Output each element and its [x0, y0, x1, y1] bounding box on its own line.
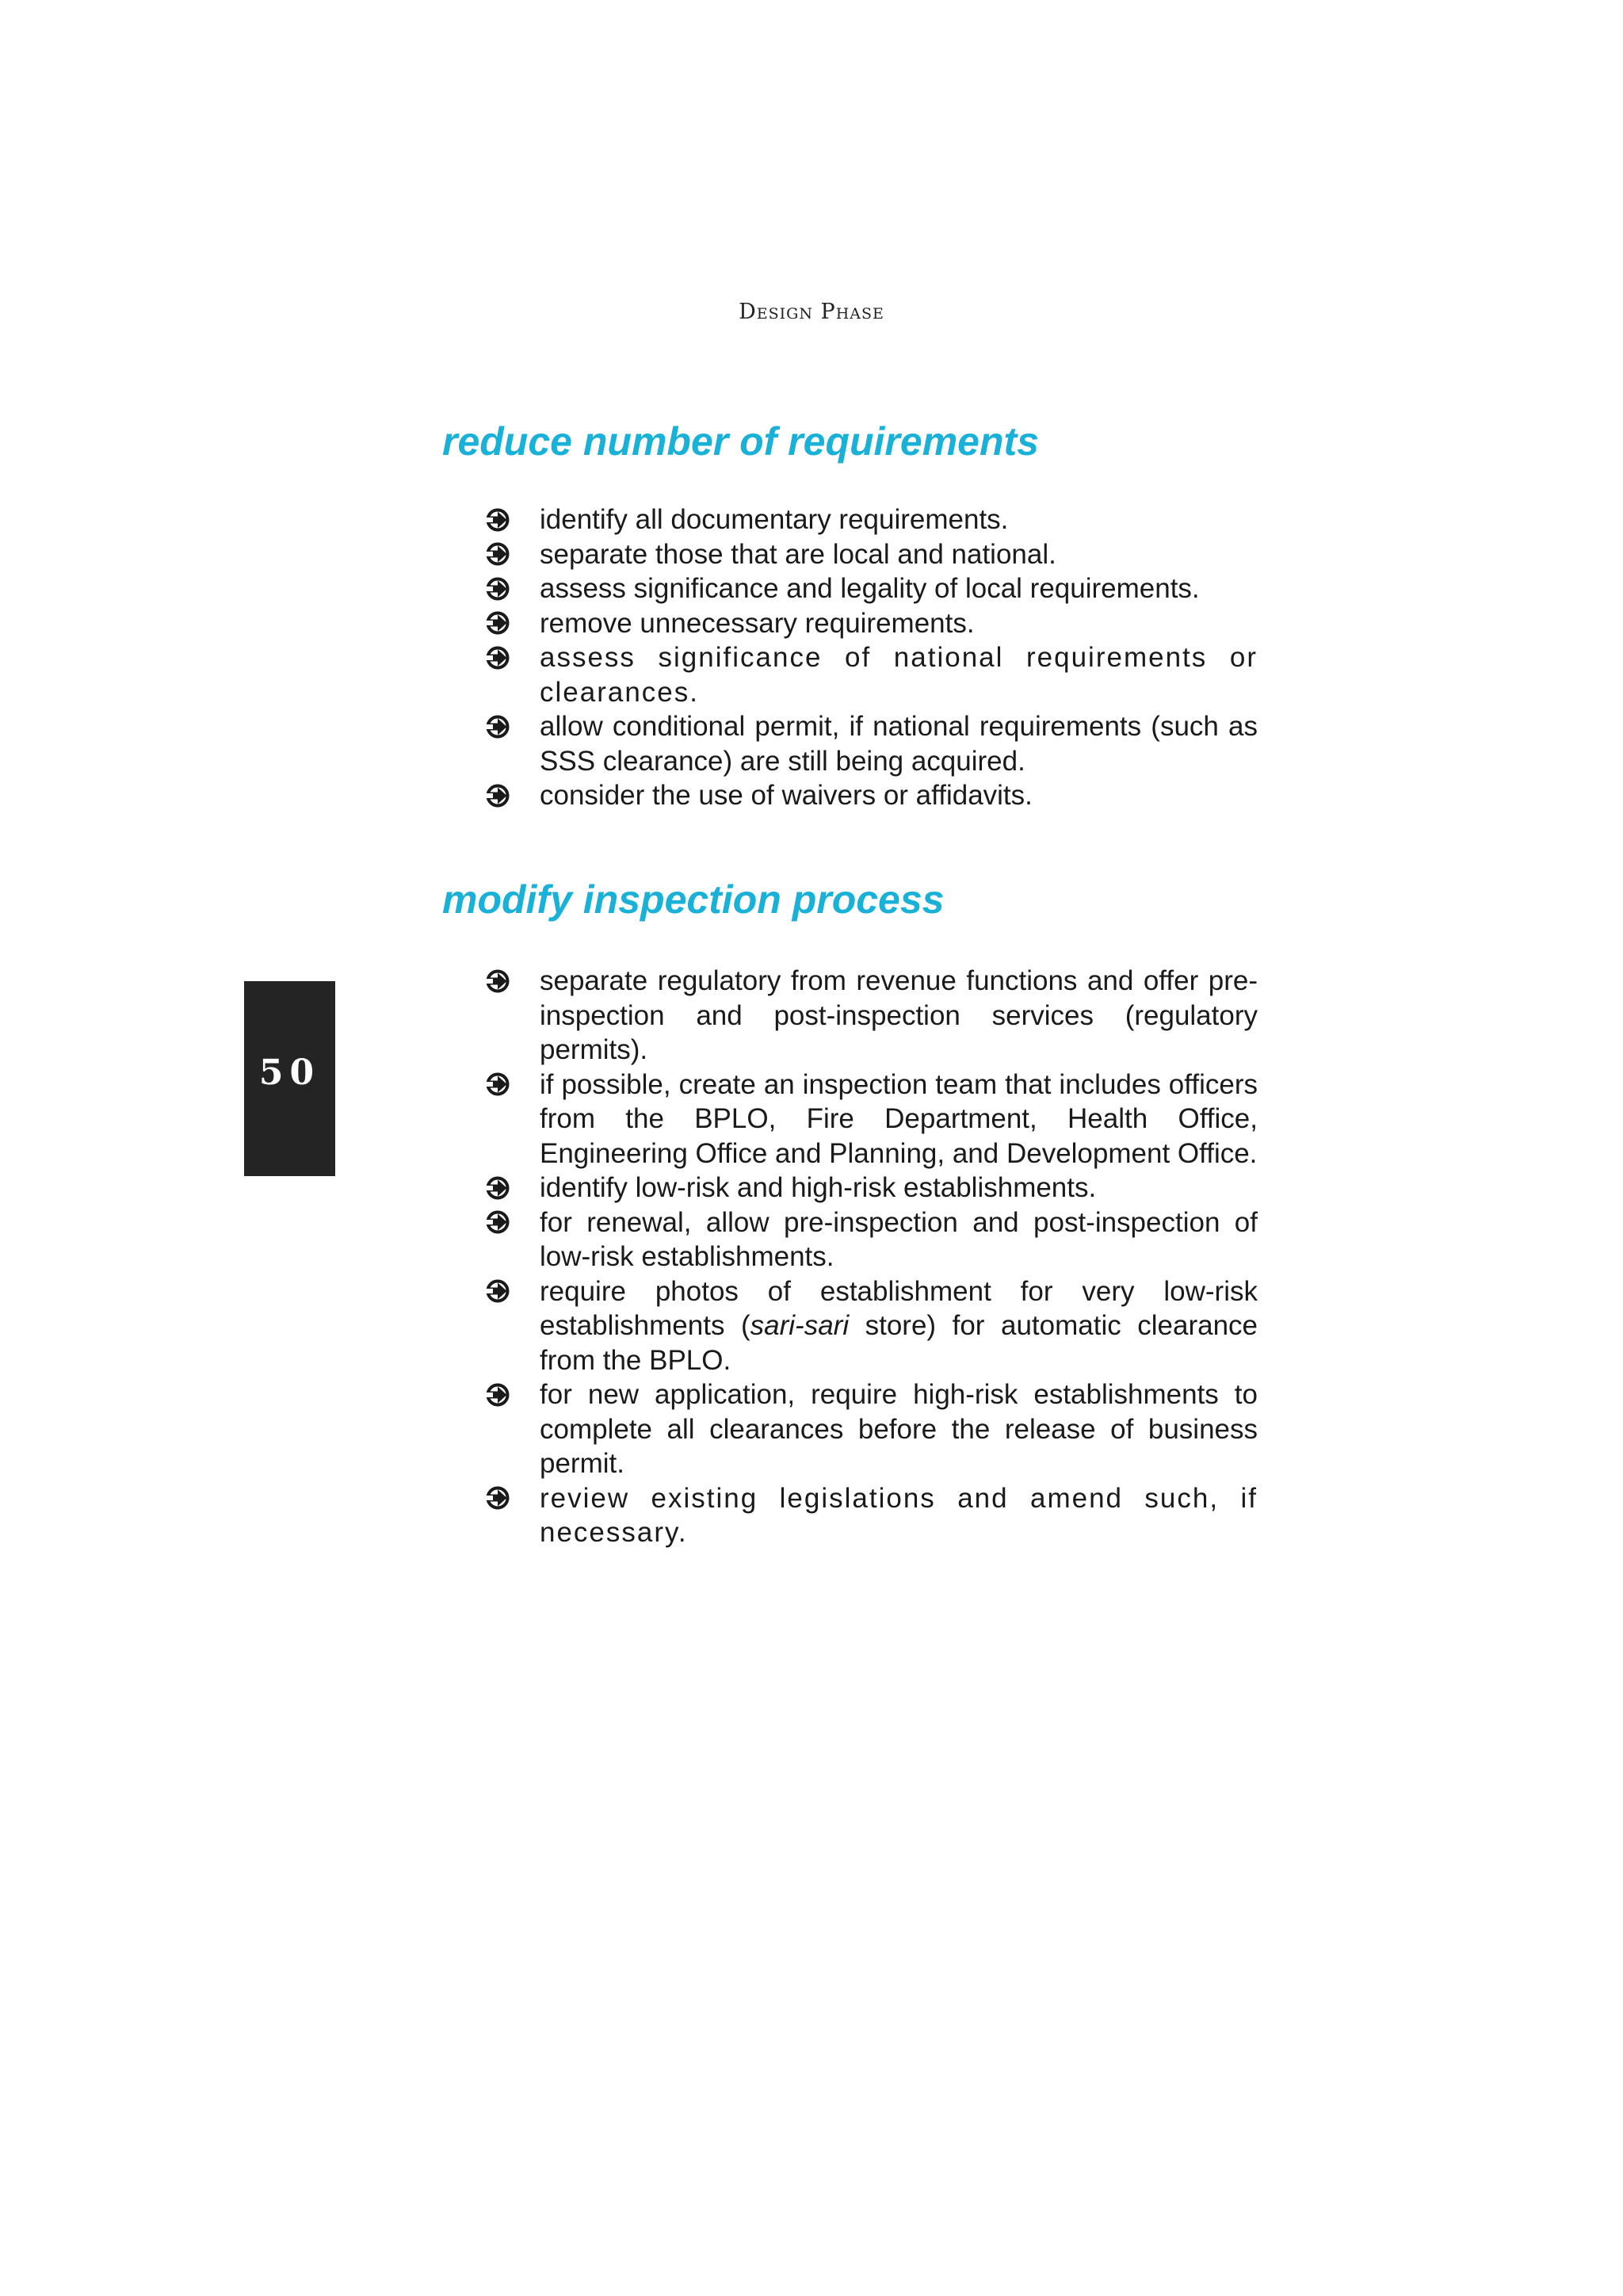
circled-right-arrow-icon: [485, 537, 512, 572]
list-item: [485, 778, 1258, 813]
list-item-text: identify all documentary requirements.: [540, 504, 1009, 535]
list-item-text: identify low-risk and high-risk establishments.: [540, 1172, 1097, 1203]
circled-right-arrow-icon: [485, 964, 512, 999]
list-item-text: assess significance and legality of local requirements.: [540, 573, 1200, 604]
list-item: [485, 1205, 1258, 1274]
list-item-text: review existing legislations and amend such, if necessary.: [540, 1482, 1258, 1548]
list-item-text: separate those that are local and national.: [540, 538, 1056, 570]
list-item: [485, 606, 1258, 641]
list-item: [485, 709, 1258, 778]
list-item-text: for new application, require high-risk establishments to complete all clearances before the release of business permit.: [540, 1379, 1258, 1479]
list-item-text: assess significance of national requirements or clearances.: [540, 642, 1258, 708]
circled-right-arrow-icon: [485, 502, 512, 537]
circled-right-arrow-icon: [485, 1068, 512, 1102]
list-item-text-lead: require photos of establishment for very low-risk establishments (: [540, 1275, 1258, 1341]
running-header: Design Phase: [739, 300, 884, 324]
list-item-text: remove unnecessary requirements.: [540, 607, 975, 639]
section-title-modify-inspection: modify inspection process: [442, 877, 945, 922]
circled-right-arrow-icon: [485, 1481, 512, 1516]
list-item-text: if possible, create an inspection team that includes officers from the BPLO, Fire Department, Health Office, Engineering Office and Planning, and Development Office.: [540, 1068, 1258, 1169]
circled-right-arrow-icon: [485, 571, 512, 606]
circled-right-arrow-icon: [485, 1274, 512, 1309]
list-item: [485, 502, 1258, 537]
list-item: [485, 1481, 1258, 1550]
page-number-tab: [244, 981, 335, 1176]
list-item-text: for renewal, allow pre-inspection and post-inspection of low-risk establishments.: [540, 1206, 1258, 1272]
circled-right-arrow-icon: [485, 606, 512, 641]
list-item: [485, 640, 1258, 709]
list-item-text: consider the use of waivers or affidavits.: [540, 780, 1033, 811]
list-item-text-tail: store) for automatic clearance from the BPLO.: [540, 1310, 1258, 1376]
circled-right-arrow-icon: [485, 1205, 512, 1240]
modify-inspection-list: [485, 964, 1258, 1550]
page-number: 50: [258, 1052, 321, 1093]
section-title-reduce-requirements: reduce number of requirements: [442, 419, 1039, 464]
circled-right-arrow-icon: [485, 1377, 512, 1412]
list-item-text: [540, 1276, 1258, 1376]
circled-right-arrow-icon: [485, 1171, 512, 1205]
list-item: [485, 964, 1258, 1068]
list-item-text: allow conditional permit, if national requirements (such as SSS clearance) are still being acquired.: [540, 711, 1258, 777]
list-item-text: separate regulatory from revenue functions and offer pre-inspection and post-inspection services (regulatory permits).: [540, 965, 1258, 1065]
list-item: [485, 1171, 1258, 1205]
circled-right-arrow-icon: [485, 709, 512, 744]
list-item: [485, 1274, 1258, 1378]
circled-right-arrow-icon: [485, 640, 512, 675]
emphasized-term: sari-sari: [750, 1310, 850, 1341]
list-item: [485, 1068, 1258, 1171]
list-item: [485, 571, 1258, 606]
reduce-requirements-list: [485, 502, 1258, 813]
list-item: [485, 1377, 1258, 1481]
circled-right-arrow-icon: [485, 778, 512, 813]
list-item: [485, 537, 1258, 572]
